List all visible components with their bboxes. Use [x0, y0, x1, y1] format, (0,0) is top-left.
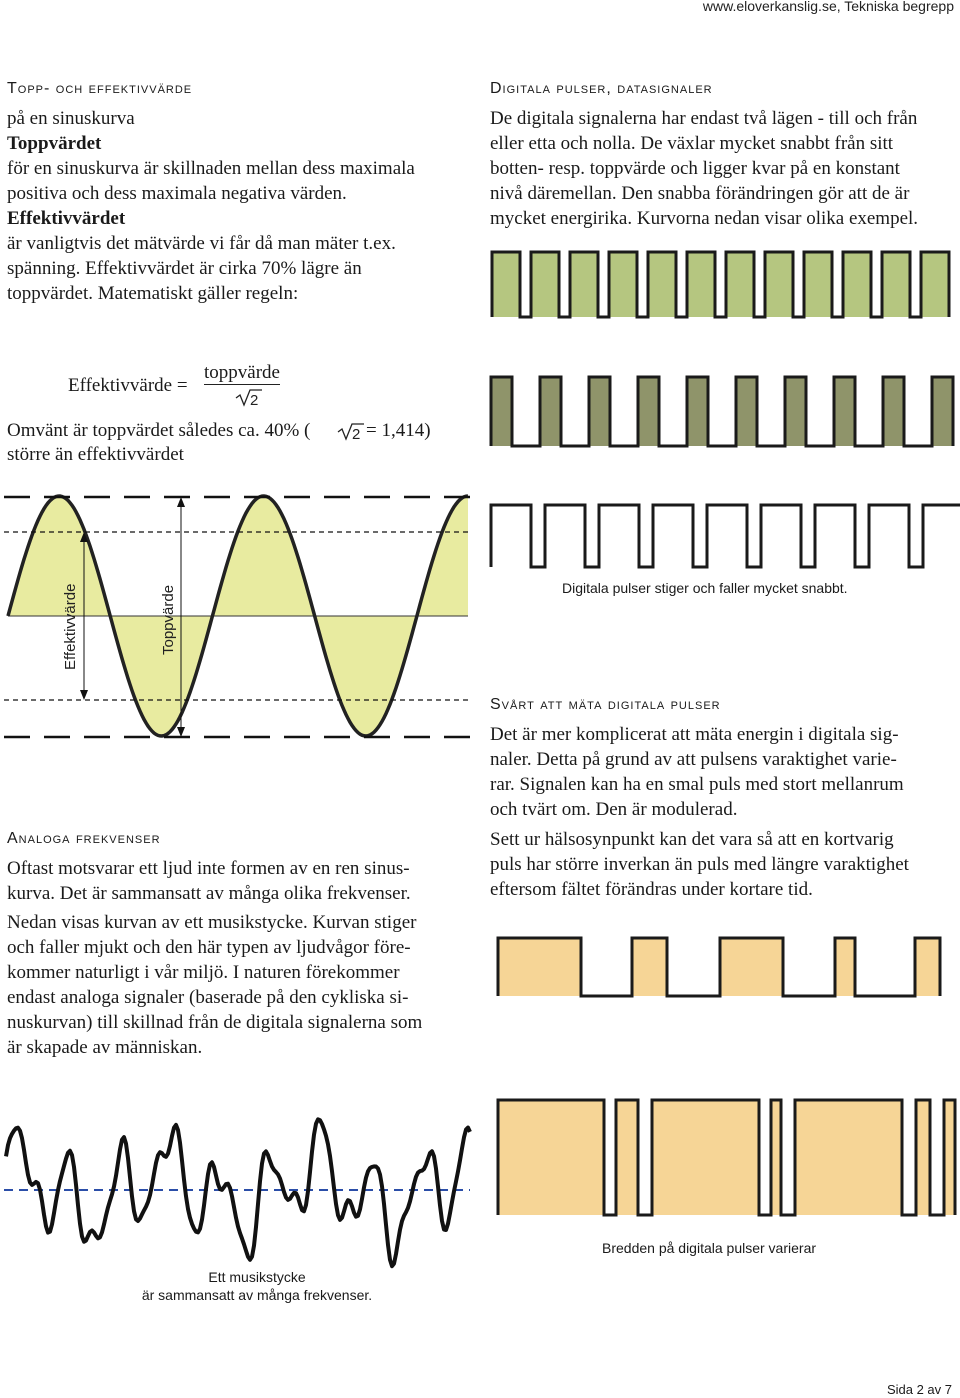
topp-intro: på en sinuskurva Toppvärdet för en sinuskurva är skillnaden mellan dess maximala positiva och dess maximala negativa värden. Effektivvärdet är vanligtvis det mätvärde vi får då man mäter t.ex. spänning. Effektivvärdet är cirka 70% lägre än toppvärdet. Matematiskt gäller regeln: — [7, 108, 415, 304]
pulse-10 — [932, 377, 953, 446]
pulse-train-varying-2 — [498, 1100, 955, 1215]
inverse-line-1: Omvänt är toppvärdet således ca. 40% ( — [7, 420, 311, 441]
pulse-4 — [835, 938, 855, 996]
pulse-11 — [882, 252, 910, 317]
pulse-4 — [638, 377, 659, 446]
pulse-8 — [834, 377, 855, 446]
pulse-1 — [492, 252, 520, 317]
pulse-7 — [726, 252, 754, 317]
hard-text: Det är mer komplicerat att mäta energin i digitala sig- naler. Detta på grund av att pulsens varaktighet varie- rar. Signalen kan ha en smal puls med stort mellanrum och tvärt om. Den är modulerad. Sett ur hälsosynpunkt kan det vara så att en kortvarig puls har större inverkan än puls med längre varaktighet eftersom fältet förändras under kortare tid. — [490, 724, 909, 900]
effektivvarde-label: Effektivvärde — [62, 583, 79, 670]
pulse-train-inverted — [491, 505, 960, 567]
toppvarde-label: Toppvärde — [160, 584, 177, 655]
analog-text: Oftast motsvarar ett ljud inte formen av en ren sinus- kurva. Det är sammansatt av många olika frekvenser. Nedan visas kurvan av ett musikstycke. Kurvan stiger och faller mjukt och den här typen av ljudvågor före- kommer naturligt i vår miljö. I naturen förekommer endast analoga signaler (baserade på den cykliska si- nuskurvan) till skillnad från de digitala signalerna som är skapade av människan. — [7, 858, 423, 1058]
pulse-2 — [540, 377, 561, 446]
pulse-6 — [916, 1100, 930, 1215]
peak-arrow-head-bottom — [177, 727, 185, 737]
pulse-5 — [795, 1100, 902, 1215]
pulse-train-medium — [491, 377, 953, 446]
pulse-7 — [815, 505, 855, 567]
pulse-12 — [921, 252, 949, 317]
pulse-4 — [609, 252, 637, 317]
pulse-1 — [491, 505, 531, 567]
site-header: www.eloverkanslig.se, Tekniska begrepp — [702, 0, 954, 14]
pulse-4 — [653, 505, 693, 567]
pulse-3 — [599, 505, 639, 567]
inverse-line-1b: = 1,414) — [366, 420, 431, 441]
pulse-1 — [491, 377, 512, 446]
pulse-2 — [616, 1100, 638, 1215]
pulse-width-caption: Bredden på digitala pulser varierar — [602, 1240, 817, 1256]
pulse-8 — [869, 505, 909, 567]
pulse-5 — [687, 377, 708, 446]
pulse-train-varying-1 — [498, 938, 940, 996]
pulse-3 — [570, 252, 598, 317]
pulse-9 — [883, 377, 904, 446]
pulse-5 — [707, 505, 747, 567]
music-waveform — [4, 1119, 470, 1266]
pulse-3 — [720, 938, 783, 996]
pulse-train-fast — [492, 252, 949, 317]
pulse-8 — [765, 252, 793, 317]
pulse-7 — [944, 1100, 955, 1215]
rms-arrow-head-bottom — [80, 690, 88, 700]
pulse-1 — [498, 938, 581, 996]
pulse-6 — [687, 252, 715, 317]
pulse-3 — [652, 1100, 759, 1215]
pulse-3 — [589, 377, 610, 446]
section-title-analog: Analoga frekvenser — [7, 830, 161, 847]
pulse-2 — [531, 252, 559, 317]
pulse-outline — [492, 252, 949, 317]
pulse-1 — [498, 1100, 604, 1215]
section-title-digital: Digitala pulser, datasignaler — [490, 80, 713, 97]
section-title-hard: Svårt att mäta digitala pulser — [490, 696, 721, 713]
section-title-topp: Topp- och effektivvärde — [7, 80, 193, 97]
pulse-2 — [545, 505, 585, 567]
pulse-6 — [761, 505, 801, 567]
digital-caption: Digitala pulser stiger och faller mycket snabbt. — [562, 580, 848, 596]
pulse-5 — [915, 938, 940, 996]
digital-text: De digitala signalerna har endast två lägen - till och från eller etta och nolla. De växlar mycket snabbt från sitt botten- resp. toppvärde och ligger kvar på en konstant nivå däremellan. Den snabba förändringen gör att de är mycket energirika. Kurvorna nedan visar olika exempel. — [490, 108, 919, 229]
pulse-5 — [648, 252, 676, 317]
pulse-6 — [736, 377, 757, 446]
formula-denominator: 2 — [250, 392, 259, 409]
pulse-outline — [491, 377, 953, 446]
page-number: Sida 2 av 7 — [886, 1382, 952, 1397]
peak-arrow-head-top — [177, 497, 185, 507]
pulse-9 — [923, 505, 960, 567]
inverse-line-2: större än effektivvärdet — [7, 444, 184, 465]
pulse-7 — [785, 377, 806, 446]
inverse-sqrt-value: 2 — [352, 426, 361, 443]
music-caption: Ett musikstycke är sammansatt av många frekvenser. — [141, 1269, 373, 1303]
pulse-2 — [632, 938, 667, 996]
music-curve — [6, 1119, 470, 1266]
formula-left: Effektivvärde = — [68, 375, 188, 396]
pulse-10 — [843, 252, 871, 317]
pulse-9 — [804, 252, 832, 317]
formula-numerator: toppvärde — [204, 362, 280, 383]
